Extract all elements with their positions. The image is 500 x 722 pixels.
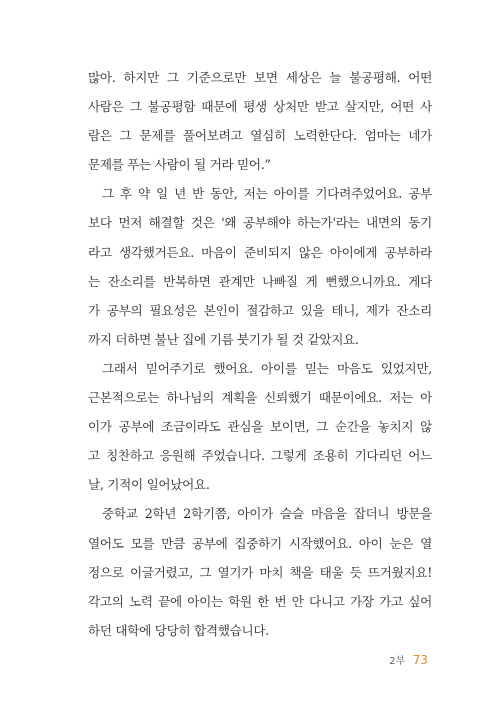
text-line: 그 후 약 일 년 반 동안, 저는 아이를 기다려주었어요. 공부 <box>102 186 432 202</box>
body-text <box>88 63 432 645</box>
text-line: 사람은 그 불공평함 때문에 평생 상처만 받고 살지만, 어떤 사 <box>88 99 432 115</box>
text-line: 그래서 믿어주기로 했어요. 아이를 믿는 마음도 있었지만, <box>102 360 432 376</box>
text-line: 가 공부의 필요성은 본인이 절감하고 있을 테니, 제가 잔소리 <box>88 302 432 318</box>
text-line: 이가 공부에 조금이라도 관심을 보이면, 그 순간을 놓치지 않 <box>88 419 432 435</box>
text-line: 근본적으로는 하나님의 계획을 신뢰했기 때문이에요. 저는 아 <box>88 390 432 406</box>
text-line: 라고 생각했거든요. 마음이 준비되지 않은 아이에게 공부하라 <box>88 244 432 260</box>
text-line: 많아. 하지만 그 기준으로만 보면 세상은 늘 불공평해. 어떤 <box>88 70 432 85</box>
text-line: 각고의 노력 끝에 아이는 학원 한 번 안 다니고 가장 가고 싶어 <box>88 593 432 609</box>
text-line: 날, 기적이 일어났어요. <box>88 477 210 493</box>
page-number: 73 <box>412 653 428 667</box>
text-line: 하던 대학에 당당히 합격했습니다. <box>88 622 269 638</box>
text-line: 보다 먼저 해결할 것은 '왜 공부해야 하는가'라는 내면의 동기 <box>88 215 432 231</box>
text-line: 중학교 2학년 2학기쯤, 아이가 슬슬 마음을 잡더니 방문을 <box>102 506 432 522</box>
text-line: 람은 그 문제를 풀어보려고 열심히 노력한단다. 엄마는 네가 <box>88 128 432 144</box>
page-footer <box>389 652 428 667</box>
text-line: 까지 더하면 불난 집에 기름 붓기가 될 것 같았지요. <box>88 331 359 347</box>
part-label: 2부 <box>389 656 406 667</box>
text-line: 는 잔소리를 반복하면 관계만 나빠질 게 뻔했으니까요. 게다 <box>88 273 432 289</box>
text-line: 고 칭찬하고 응원해 주었습니다. 그렇게 조용히 기다리던 어느 <box>88 448 432 464</box>
text-line: 정으로 이글거렸고, 그 열기가 마치 책을 태울 듯 뜨거웠지요! <box>88 564 432 580</box>
text-line: 문제를 푸는 사람이 될 거라 믿어.” <box>88 157 271 173</box>
text-line: 열어도 모를 만큼 공부에 집중하기 시작했어요. 아이 눈은 열 <box>88 535 432 551</box>
